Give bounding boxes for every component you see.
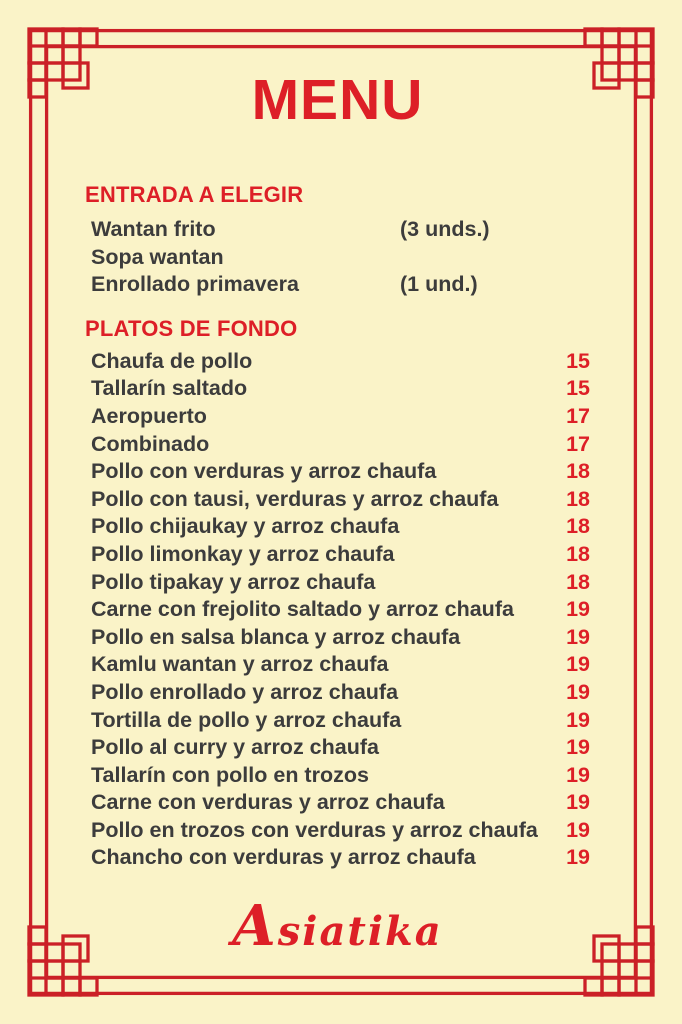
item-name: Enrollado primavera <box>91 272 299 297</box>
lattice-corner-top-right <box>585 29 653 97</box>
item-price: 19 <box>566 845 590 870</box>
item-price: 19 <box>566 679 590 704</box>
item-name: Tallarín saltado <box>91 376 248 401</box>
item-name: Pollo limonkay y arroz chaufa <box>91 541 395 566</box>
item-note: (3 unds.) <box>400 217 490 241</box>
item-name: Pollo en trozos con verduras y arroz chaufa <box>91 817 538 842</box>
item-name: Carne con verduras y arroz chaufa <box>91 790 445 815</box>
menu-item-row <box>91 541 590 569</box>
item-name: Pollo con verduras y arroz chaufa <box>91 459 437 484</box>
item-price: 19 <box>566 762 590 787</box>
menu-item-row <box>91 486 590 514</box>
item-name: Pollo en salsa blanca y arroz chaufa <box>91 624 461 649</box>
item-name: Combinado <box>91 431 210 456</box>
menu-item-row <box>91 651 590 679</box>
item-name: Chaufa de pollo <box>91 348 253 373</box>
section-heading-platos: PLATOS DE FONDO <box>85 315 298 341</box>
item-price: 17 <box>566 403 590 428</box>
item-name: Aeropuerto <box>91 403 207 428</box>
item-name: Pollo chijaukay y arroz chaufa <box>91 514 400 539</box>
menu-item-row <box>91 513 590 541</box>
item-price: 18 <box>566 541 590 566</box>
item-price: 19 <box>566 624 590 649</box>
item-price: 19 <box>566 790 590 815</box>
item-price: 18 <box>566 486 590 511</box>
menu-item-row <box>91 624 590 652</box>
menu-item-row <box>91 244 590 272</box>
item-price: 15 <box>566 376 590 401</box>
lattice-corner-bottom-right <box>585 927 653 995</box>
menu-item-row <box>91 762 590 790</box>
menu-item-row <box>91 679 590 707</box>
menu-item-row <box>91 569 590 597</box>
item-price: 18 <box>566 569 590 594</box>
item-name: Carne con frejolito saltado y arroz chaufa <box>91 597 514 622</box>
item-name: Pollo con tausi, verduras y arroz chaufa <box>91 486 499 511</box>
menu-item-row <box>91 216 590 244</box>
item-price: 18 <box>566 514 590 539</box>
menu-item-row <box>91 707 590 735</box>
item-name: Sopa wantan <box>91 244 224 269</box>
platos-items-list <box>85 348 590 872</box>
menu-item-row <box>91 596 590 624</box>
menu-item-row <box>91 431 590 459</box>
menu-item-row <box>91 271 590 299</box>
menu-item-row <box>91 403 590 431</box>
item-price: 19 <box>566 735 590 760</box>
menu-item-row <box>91 817 590 845</box>
page-title: MENU <box>251 68 424 132</box>
section-heading-entrada: ENTRADA A ELEGIR <box>85 182 304 207</box>
item-price: 19 <box>566 652 590 677</box>
menu-item-row <box>91 734 590 762</box>
item-note: (1 und.) <box>400 272 478 297</box>
item-price: 19 <box>566 707 590 732</box>
item-price: 15 <box>566 348 590 373</box>
item-name: Pollo tipakay y arroz chaufa <box>91 569 376 594</box>
menu-item-row <box>91 375 590 403</box>
item-name: Pollo enrollado y arroz chaufa <box>91 679 399 704</box>
menu-item-row <box>91 789 590 817</box>
menu-item-row <box>91 458 590 486</box>
menu-item-row <box>91 348 590 376</box>
item-price: 19 <box>566 817 590 842</box>
menu-content <box>85 0 590 968</box>
item-name: Chancho con verduras y arroz chaufa <box>91 845 476 870</box>
item-price: 19 <box>566 597 590 622</box>
item-name: Kamlu wantan y arroz chaufa <box>91 652 389 677</box>
entrada-items-list <box>85 216 590 299</box>
logo-container <box>85 884 590 968</box>
item-name: Tortilla de pollo y arroz chaufa <box>91 707 402 732</box>
item-name: Pollo al curry y arroz chaufa <box>91 735 379 760</box>
menu-item-row <box>91 844 590 872</box>
item-price: 18 <box>566 459 590 484</box>
item-price: 17 <box>566 431 590 456</box>
asiatika-logo: Asiatika <box>232 893 443 960</box>
item-name: Wantan frito <box>91 217 216 241</box>
item-name: Tallarín con pollo en trozos <box>91 762 369 787</box>
